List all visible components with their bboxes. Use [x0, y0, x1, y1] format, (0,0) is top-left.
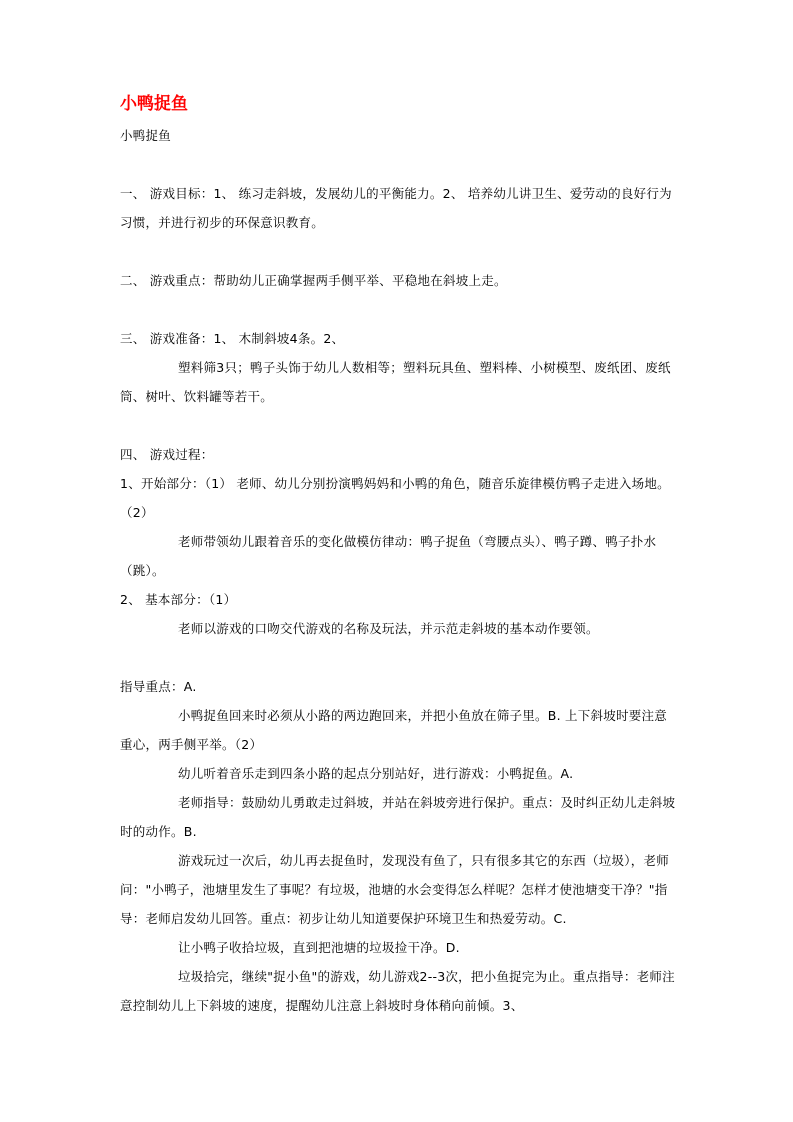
paragraph-spacer	[120, 150, 676, 179]
paragraph-cleanup: 让小鸭子收拾垃圾，直到把池塘的垃圾捡干净。D.	[178, 940, 460, 955]
paragraph-spacer	[120, 237, 676, 266]
paragraph-spacer	[120, 643, 676, 672]
paragraph-spacer	[120, 411, 676, 440]
paragraph-garbage-discovery: 游戏玩过一次后，幼儿再去捉鱼时，发现没有鱼了，只有很多其它的东西（垃圾），老师问："小鸭子，池塘里发生了事呢？有垃圾，池塘的水会变得怎么样呢？怎样才使池塘变干净？"指导：老师启发幼儿回答。重点：初步让幼儿知道要保护环境卫生和热爱劳动。C.	[120, 853, 670, 926]
paragraph-preparation: 三、 游戏准备：1、 木制斜坡4条。2、	[120, 331, 345, 346]
paragraph-guidance-heading: 指导重点：A.	[120, 679, 197, 694]
paragraph-materials: 塑料筛3只；鸭子头饰于幼儿人数相等；塑料玩具鱼、塑料棒、小树模型、废纸团、废纸筒、树叶、饮料罐等若干。	[120, 360, 671, 404]
paragraph-basic-part: 2、 基本部分：（1）	[120, 592, 237, 607]
document-subtitle: 小鸭捉鱼	[120, 128, 172, 143]
paragraph-spacer	[120, 295, 676, 324]
paragraph-start-game: 幼儿听着音乐走到四条小路的起点分别站好，进行游戏：小鸭捉鱼。A.	[178, 766, 574, 781]
paragraph-goals: 一、 游戏目标：1、 练习走斜坡，发展幼儿的平衡能力。2、 培养幼儿讲卫生、爱劳动的良好行为习惯，并进行初步的环保意识教育。	[120, 186, 672, 230]
paragraph-continue-game: 垃圾拾完，继续"捉小鱼"的游戏，幼儿游戏2--3次，把小鱼捉完为止。重点指导：老师注意控制幼儿上下斜坡的速度，提醒幼儿注意上斜坡时身体稍向前倾。3、	[120, 969, 675, 1013]
paragraph-key-point: 二、 游戏重点：帮助幼儿正确掌握两手侧平举、平稳地在斜坡上走。	[120, 273, 507, 288]
document-body	[120, 121, 676, 1020]
paragraph-opening: 1、开始部分：（1） 老师、幼儿分别扮演鸭妈妈和小鸭的角色，随音乐旋律模仿鸭子走进入场地。（2）	[120, 476, 670, 520]
paragraph-process-heading: 四、 游戏过程：	[120, 447, 214, 462]
paragraph-demonstration: 老师以游戏的口吻交代游戏的名称及玩法，并示范走斜坡的基本动作要领。	[178, 621, 599, 636]
paragraph-catch-rules: 小鸭捉鱼回来时必须从小路的两边跑回来，并把小鱼放在筛子里。B. 上下斜坡时要注意重心，两手侧平举。（2）	[120, 708, 668, 752]
paragraph-teacher-guidance: 老师指导：鼓励幼儿勇敢走过斜坡，并站在斜坡旁进行保护。重点：及时纠正幼儿走斜坡时的动作。B.	[120, 795, 676, 839]
document-title: 小鸭捉鱼	[120, 94, 188, 114]
paragraph-warmup: 老师带领幼儿跟着音乐的变化做模仿律动：鸭子捉鱼（弯腰点头）、鸭子蹲、鸭子扑水（跳）。	[120, 534, 657, 578]
